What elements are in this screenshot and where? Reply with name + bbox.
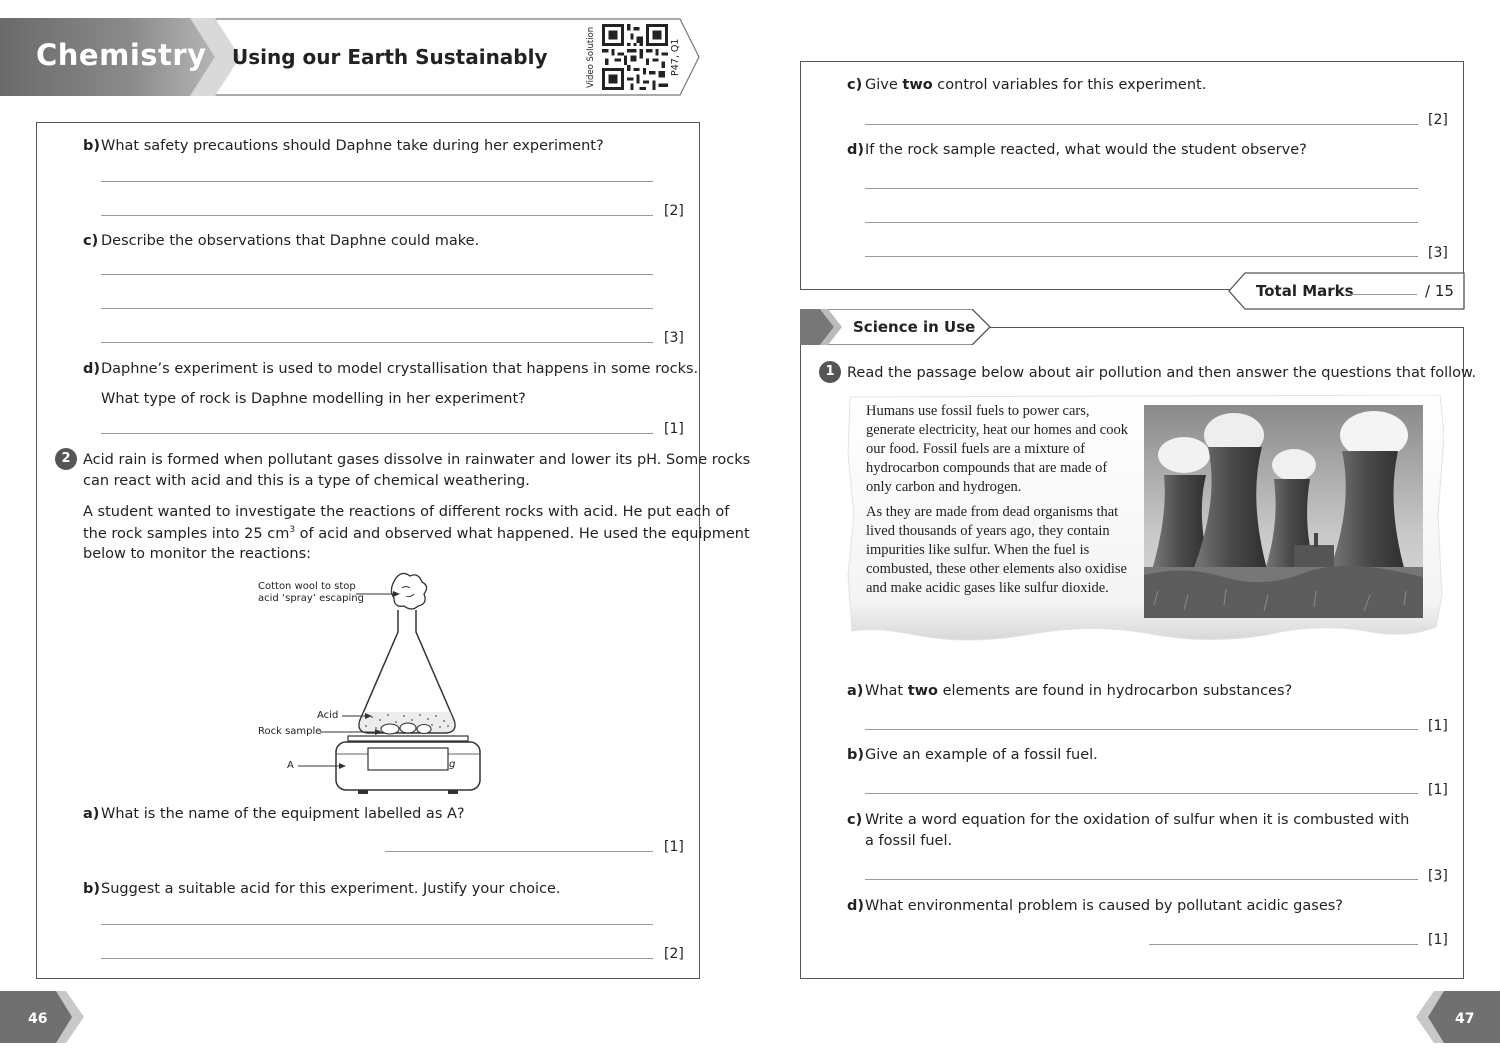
answer-line[interactable] (101, 433, 653, 434)
question-number-2: 2 (55, 448, 77, 470)
marks-siu-qa: [1] (1428, 718, 1448, 734)
siu-qa-text (865, 683, 1292, 699)
total-marks-label: Total Marks (1256, 282, 1354, 300)
q1d-text-2: What type of rock is Daphne modelling in her experiment? (101, 391, 526, 407)
marks-qc: [2] (1428, 112, 1448, 128)
marks-q1b: [2] (664, 203, 684, 219)
q1b-label: b) (83, 138, 101, 154)
answer-line[interactable] (101, 215, 653, 216)
q1b-text: What safety precautions should Daphne take during her experiment? (101, 138, 604, 154)
answer-line[interactable] (865, 222, 1418, 223)
answer-line[interactable] (865, 256, 1418, 257)
answer-line[interactable] (101, 308, 653, 309)
question-number-1: 1 (819, 361, 841, 383)
rock-sample (381, 724, 399, 734)
answer-line[interactable] (865, 729, 1418, 730)
label-rock-sample: Rock sample (258, 726, 322, 737)
label-cotton-1: Cotton wool to stop (258, 581, 356, 592)
cotton-wool (391, 573, 426, 609)
q2-para-2b: of acid and observed what happened. He used the equipment (295, 525, 750, 542)
video-solution-qr[interactable] (586, 22, 686, 92)
q2b-label: b) (83, 881, 101, 897)
qc-text-post: control variables for this experiment. (932, 77, 1207, 93)
answer-line[interactable] (101, 958, 653, 959)
answer-line[interactable] (865, 124, 1418, 125)
cooling-towers-photo (1144, 405, 1423, 618)
balance-display (368, 748, 448, 770)
answer-line[interactable] (101, 274, 653, 275)
passage-text (866, 402, 1136, 604)
q2-para-2a: the rock samples into 25 cm (83, 525, 290, 542)
marks-siu-qb: [1] (1428, 782, 1448, 798)
total-marks-of: / 15 (1425, 282, 1454, 300)
label-a: A (287, 760, 294, 771)
siu-qb-text: Give an example of a fossil fuel. (865, 747, 1098, 763)
qc-text (865, 77, 1206, 93)
marks-q1c: [3] (664, 330, 684, 346)
q2b-text: Suggest a suitable acid for this experiment. Justify your choice. (101, 881, 561, 897)
q1c-text: Describe the observations that Daphne could make. (101, 233, 480, 249)
q2-para-2-sup: 3 (289, 525, 296, 535)
label-acid: Acid (317, 710, 339, 721)
marks-siu-qd: [1] (1428, 932, 1448, 948)
q2a-label: a) (83, 806, 100, 822)
siu-qa-label: a) (847, 683, 864, 699)
siu-qa-text-pre: What (865, 683, 908, 699)
answer-line[interactable] (865, 188, 1418, 189)
marks-q1d: [1] (664, 421, 684, 437)
qc-text-bold: two (902, 77, 933, 93)
q2-intro-1: Acid rain is formed when pollutant gases dissolve in rainwater and lower its pH. Some rocks (83, 452, 751, 468)
video-solution-label: Video Solution (586, 26, 596, 88)
page-title: Using our Earth Sustainably (232, 45, 548, 69)
siu-qc-text-1: Write a word equation for the oxidation of sulfur when it is combusted with (865, 812, 1410, 828)
q2a-text: What is the name of the equipment labelled as A? (101, 806, 465, 822)
page-number-left: 46 (28, 1011, 48, 1027)
qc-text-pre: Give (865, 77, 903, 93)
subject-title: Chemistry (36, 38, 207, 72)
siu-qd-label: d) (847, 898, 865, 914)
passage-paragraph-1: Humans use fossil fuels to power cars, generate electricity, heat our homes and cook our food. Fossil fuels are a mixture of hydrocarbon compounds that are made of only carbon and hydrogen. (866, 403, 1128, 495)
siu-qc-text-2: a fossil fuel. (865, 833, 953, 849)
q1d-label: d) (83, 361, 101, 377)
q1c-label: c) (83, 233, 99, 249)
siu-qa-text-post: elements are found in hydrocarbon substances? (938, 683, 1293, 699)
marks-qd: [3] (1428, 245, 1448, 261)
siu-qc-label: c) (847, 812, 863, 828)
siu-qb-label: b) (847, 747, 865, 763)
siu-qd-text: What environmental problem is caused by pollutant acidic gases? (865, 898, 1343, 914)
label-cotton-2: acid ‘spray’ escaping (258, 593, 364, 604)
answer-line[interactable] (865, 793, 1418, 794)
siu-qa-text-bold: two (907, 683, 939, 699)
label-unit-g: g (449, 759, 456, 770)
answer-line[interactable] (385, 851, 653, 852)
marks-q2b: [2] (664, 946, 684, 962)
marks-q2a: [1] (664, 839, 684, 855)
qd-label: d) (847, 142, 865, 158)
passage-paragraph-2: As they are made from dead organisms that lived thousands of years ago, they contain impurities like sulfur. When the fuel is combusted, these other elements also oxidise and make acidic gases like sulfur dioxide. (866, 504, 1127, 596)
answer-line[interactable] (101, 181, 653, 182)
video-solution-ref: P47, Q1 (670, 38, 681, 76)
q2-para-2 (83, 525, 750, 542)
total-marks-answer-line[interactable] (1347, 294, 1417, 295)
answer-line[interactable] (1149, 944, 1418, 945)
q2-para-3: below to monitor the reactions: (83, 546, 312, 562)
science-in-use-title: Science in Use (853, 318, 976, 336)
qc-label: c) (847, 77, 863, 93)
answer-line[interactable] (101, 342, 653, 343)
q1d-text: Daphne’s experiment is used to model crystallisation that happens in some rocks. (101, 361, 699, 377)
siu-intro: Read the passage below about air pollution and then answer the questions that follow. (847, 365, 1477, 381)
marks-siu-qc: [3] (1428, 868, 1448, 884)
q2-para-1: A student wanted to investigate the reactions of different rocks with acid. He put each of (83, 504, 730, 520)
qd-text: If the rock sample reacted, what would the student observe? (865, 142, 1307, 158)
q2-intro-2: can react with acid and this is a type of chemical weathering. (83, 473, 530, 489)
answer-line[interactable] (865, 879, 1418, 880)
qr-code-icon[interactable] (602, 24, 668, 90)
answer-line[interactable] (101, 924, 653, 925)
balance-pan (348, 736, 468, 741)
page-number-right: 47 (1455, 1011, 1475, 1027)
